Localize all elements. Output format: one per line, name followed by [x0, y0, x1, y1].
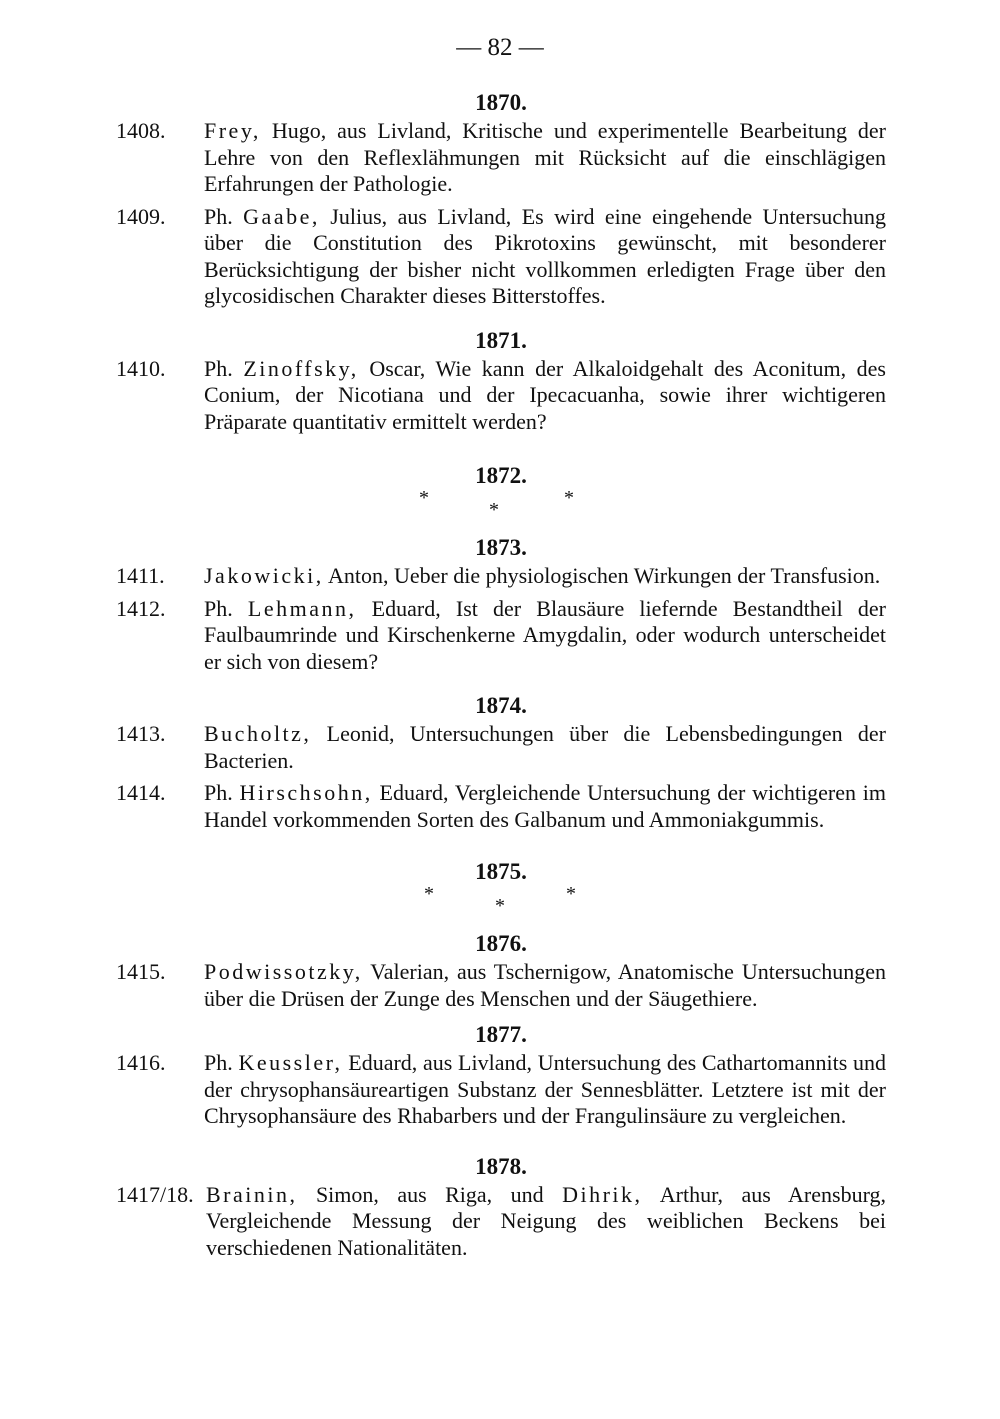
year-heading-1872: 1872.: [475, 463, 527, 488]
section-separator: [116, 487, 886, 525]
author-name: Podwissotzky,: [204, 959, 363, 984]
year-heading-1876: 1876.: [475, 931, 527, 956]
entry-number: 1408.: [116, 118, 166, 143]
entry-number: 1415.: [116, 959, 166, 984]
entry-1414: [116, 780, 886, 833]
year-heading-1870: 1870.: [475, 90, 527, 115]
entry-number: 1414.: [116, 780, 166, 805]
entry-text: Eduard, aus Livland, Untersuchung des Cathartomannits und der chrysophansäureartigen Substanz der Sennesblätter. Letztere ist mit der Chrysophansäure des Rhabarbers und der Frangulinsäure zu vergleichen.: [204, 1050, 886, 1128]
asterisk: *: [566, 883, 576, 905]
author-name: Zinoffsky,: [243, 355, 359, 381]
entry-number: 1410.: [116, 355, 166, 381]
entry-number: 1409.: [116, 203, 166, 229]
year-heading-1871: 1871.: [475, 327, 527, 353]
asterisk: *: [419, 487, 429, 509]
asterisk: *: [495, 895, 505, 917]
entry-text: Oscar, Wie kann der Alkaloidgehalt des Aconitum, des Conium, der Nicotiana und der Ipecacuanha, sowie ihrer wichtigeren Präparate quantitativ ermittelt werden?: [204, 355, 886, 434]
entry-text: Julius, aus Livland, Es wird eine eingehende Untersuchung über die Constitution des Pikrotoxins gewünscht, mit besonderer Berücksichtigung der bisher nicht vollkommen erledigten Frage über den glycosidischen Charakter dieses Bitterstoffes.: [204, 203, 886, 308]
year-heading-1875: 1875.: [475, 859, 527, 884]
year-heading-1877: 1877.: [475, 1022, 527, 1047]
entry-text: Simon, aus Riga, und: [297, 1181, 563, 1207]
year-heading-1873: 1873.: [475, 535, 527, 560]
author-name: Brainin,: [206, 1181, 298, 1207]
author-name: Hirschsohn,: [239, 780, 373, 805]
author-name: Lehmann,: [247, 595, 357, 621]
entry-1415: [116, 959, 886, 1012]
author-name: Frey,: [204, 118, 261, 143]
entry-prefix: Ph.: [204, 595, 248, 621]
entry-prefix: Ph.: [204, 355, 244, 381]
author-name: Keussler,: [238, 1050, 343, 1075]
entry-text: Valerian, aus Tschernigow, Anatomische Untersuchungen über die Drüsen der Zunge des Menschen und der Säugethiere.: [204, 959, 886, 1011]
entry-text: Eduard, Ist der Blausäure liefernde Bestandtheil der Faulbaumrinde und Kirschenkerne Amygdalin, oder wodurch unterscheidet er sich von diesem?: [204, 595, 886, 674]
entry-1412: [116, 596, 886, 676]
entry-text: Anton, Ueber die physiologischen Wirkungen der Transfusion.: [323, 563, 881, 588]
entry-number: 1416.: [116, 1050, 166, 1075]
year-heading-1874: 1874.: [475, 693, 527, 718]
entry-number: 1412.: [116, 595, 166, 621]
entry-text: Eduard, Vergleichende Untersuchung der wichtigeren im Handel vorkommenden Sorten des Galbanum und Ammoniakgummis.: [204, 780, 886, 832]
entry-text: Hugo, aus Livland, Kritische und experimentelle Bearbeitung der Lehre von den Reflexlähmungen mit Rücksicht auf die einschlägigen Erfahrungen der Pathologie.: [204, 118, 886, 196]
entry-text: Leonid, Untersuchungen über die Lebensbedingungen der Bacterien.: [204, 721, 886, 773]
asterisk: *: [489, 499, 499, 521]
entry-1408: [116, 118, 886, 198]
entry-text: Arthur, aus Arensburg, Vergleichende Messung der Neigung des weiblichen Beckens bei verschiedenen Nationalitäten.: [206, 1181, 887, 1260]
content: [116, 88, 886, 1261]
entry-1410: [116, 356, 886, 436]
entry-1417-18: [116, 1182, 886, 1262]
entry-prefix: Ph.: [204, 780, 240, 805]
entry-number: 1413.: [116, 721, 166, 746]
author-name: Jakowicki,: [204, 563, 324, 588]
author-name-2: Dihrik,: [562, 1181, 643, 1207]
entry-1409: [116, 204, 886, 310]
entry-number: 1417/18.: [116, 1181, 194, 1207]
entry-1411: [116, 563, 886, 590]
asterisk: *: [424, 883, 434, 905]
entry-prefix: Ph.: [204, 203, 244, 229]
author-name: Bucholtz,: [204, 721, 312, 746]
page-number: — 82 —: [456, 34, 544, 61]
asterisk: *: [564, 487, 574, 509]
entry-prefix: Ph.: [204, 1050, 239, 1075]
section-separator: [116, 883, 886, 921]
year-heading-1878: 1878.: [475, 1153, 527, 1179]
entry-1416: [116, 1050, 886, 1130]
entry-1413: [116, 721, 886, 774]
entry-number: 1411.: [116, 563, 165, 588]
author-name: Gaabe,: [243, 203, 320, 229]
